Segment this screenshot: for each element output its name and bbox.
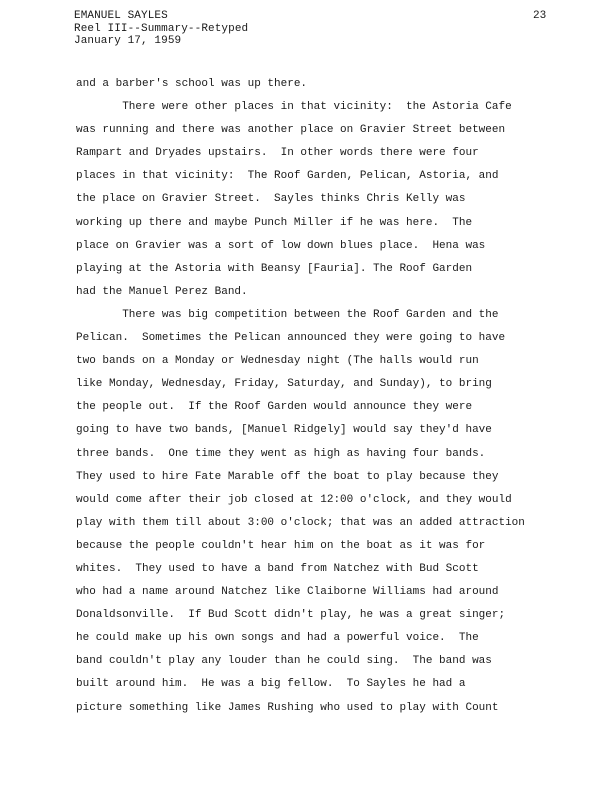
body-line: like Monday, Wednesday, Friday, Saturday, and Sunday), to bring: [76, 378, 492, 391]
body-line: built around him. He was a big fellow. To Sayles he had a: [76, 678, 466, 691]
body-line: working up there and maybe Punch Miller if he was here. The: [76, 216, 473, 229]
body-line: Pelican. Sometimes the Pelican announced they were going to have: [76, 332, 506, 345]
body-line: There was big competition between the Roof Garden and the: [76, 308, 499, 321]
body-line: play with them till about 3:00 o'clock; that was an added attraction: [76, 516, 525, 529]
header-interviewee-name: EMANUEL SAYLES: [74, 10, 168, 22]
body-line: and a barber's school was up there.: [76, 78, 308, 90]
body-line: They used to hire Fate Marable off the boat to play because they: [76, 470, 499, 483]
body-line: band couldn't play any louder than he could sing. The band was: [76, 655, 492, 668]
body-line: the place on Gravier Street. Sayles thinks Chris Kelly was: [76, 193, 466, 206]
body-line: whites. They used to have a band from Natchez with Bud Scott: [76, 562, 479, 575]
header-reel-info: Reel III--Summary--Retyped: [74, 22, 249, 35]
body-line: There were other places in that vicinity: the Astoria Cafe: [76, 101, 512, 114]
body-line: the people out. If the Roof Garden would announce they were: [76, 401, 473, 414]
body-line: place on Gravier was a sort of low down blues place. Hena was: [76, 239, 486, 252]
body-line: he could make up his own songs and had a powerful voice. The: [76, 632, 479, 645]
body-line: playing at the Astoria with Beansy [Fauria]. The Roof Garden: [76, 262, 473, 275]
body-line: three bands. One time they went as high as having four bands.: [76, 447, 486, 460]
body-line: places in that vicinity: The Roof Garden, Pelican, Astoria, and: [76, 170, 499, 183]
body-line: because the people couldn't hear him on the boat as it was for: [76, 539, 486, 552]
body-line: was running and there was another place on Gravier Street between: [76, 124, 506, 137]
page-header: [74, 10, 248, 48]
body-line: had the Manuel Perez Band.: [76, 285, 248, 298]
body-line: picture something like James Rushing who used to play with Count: [76, 701, 499, 714]
transcript-body: [76, 73, 612, 720]
body-line: would come after their job closed at 12:00 o'clock, and they would: [76, 493, 512, 506]
body-line: Rampart and Dryades upstairs. In other words there were four: [76, 147, 479, 160]
body-line: Donaldsonville. If Bud Scott didn't play, he was a great singer;: [76, 609, 506, 622]
body-line: going to have two bands, [Manuel Ridgely] would say they'd have: [76, 424, 492, 437]
header-date: January 17, 1959: [74, 35, 182, 47]
page-number: 23: [533, 10, 547, 22]
body-line: who had a name around Natchez like Claiborne Williams had around: [76, 586, 499, 599]
body-line: two bands on a Monday or Wednesday night (The halls would run: [76, 355, 479, 368]
